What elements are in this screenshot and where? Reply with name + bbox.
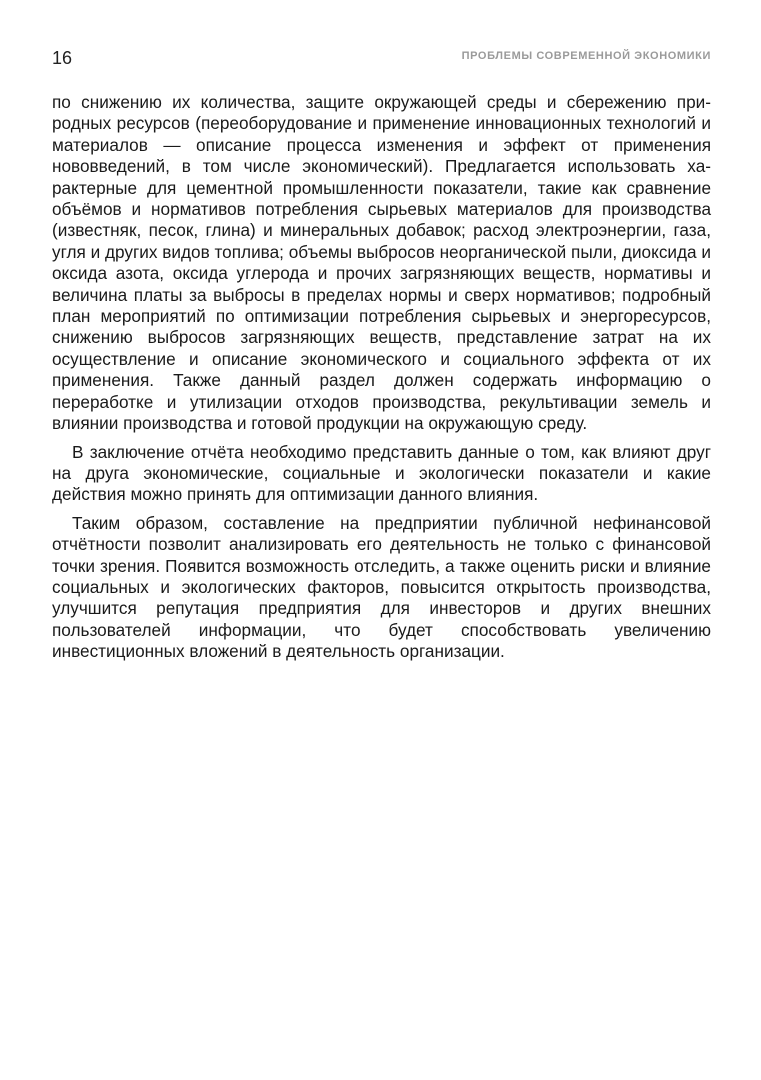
body-text — [52, 92, 711, 670]
page-number: 16 — [52, 48, 73, 68]
running-title: ПРОБЛЕМЫ СОВРЕМЕННОЙ ЭКОНОМИКИ — [461, 50, 711, 62]
paragraph-summary: Таким образом, составление на предприятии публичной нефинансовой отчётности позволит анализировать его деятельность не только с финансовой точки зрения. Появится возможность отследить, а также оценить риски и влияние социальных и экологических факторов, повысится открытость производства, улучшится репутация предприятия для инвесторов и других внешних пользователей информации, что будет способствовать увеличению инвестиционных вложений в деятельность организации. — [52, 512, 711, 662]
paragraph-conclusion-section: В заключение отчёта необходимо представить данные о том, как влияют друг на друга экономические, социальные и экологически показатели и какие действия можно принять для оптимизации данного влияния. — [52, 441, 711, 505]
paragraph-continuation: по снижению их количества, защите окружающей среды и сбережению природных ресурсов (переоборудование и применение инновационных технологий и материалов — описание процесса изменения и эффект от применения нововведений, в том числе экономический). Предлагается использовать характерные для цементной промышленности показатели, такие как сравнение объёмов и нормативов потребления сырьевых материалов для производства (известняк, песок, глина) и минеральных добавок; расход электроэнергии, газа, угля и других видов топлива; объемы выбросов неорганической пыли, диоксида и оксида азота, оксида углерода и прочих загрязняющих веществ, нормативы и величина платы за выбросы в пределах нормы и сверх нормативов; подробный план мероприятий по оптимизации потребления сырьевых и энергоресурсов, снижению выбросов загрязняющих веществ, представление затрат на их осуществление и описание экономического и социального эффекта от их применения. Также данный раздел должен содержать информацию о переработке и утилизации отходов производства, рекультивации земель и влиянии производства и готовой продукции на окружающую среду. — [52, 92, 711, 434]
page-header — [52, 46, 711, 70]
